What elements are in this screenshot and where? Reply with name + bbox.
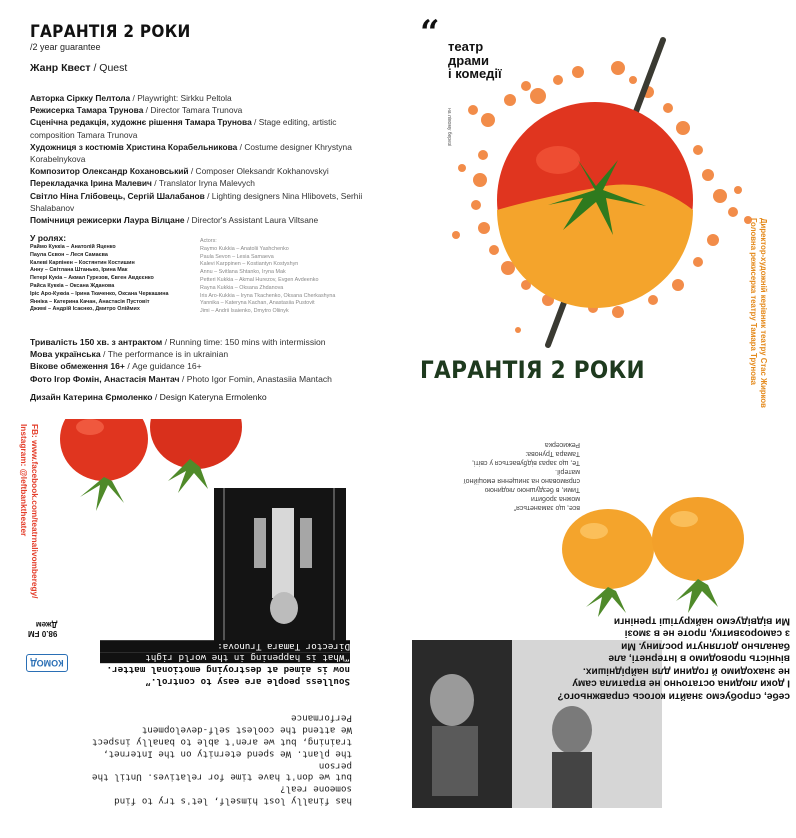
genre-en: / Quest: [90, 62, 128, 74]
credit-en: / Lighting designers Nina Hlibovets, Serhii Shalabanov: [30, 190, 363, 213]
director-line: Директор-художній керівник театру Стас Жирков: [759, 218, 768, 408]
cast-list-en: [200, 238, 380, 316]
director-line: Головна режисерка театру Тамара Трунова: [749, 218, 758, 385]
theatre-line: драми: [448, 52, 490, 68]
ua-quote-line: себе, спробуємо знайти когось справжнього?: [557, 690, 790, 702]
info-ua: Мова українська: [30, 349, 101, 360]
social-links: [18, 424, 40, 598]
design-credit: [30, 392, 267, 402]
ua-dir-line: спрямовано на знищення емоційної матерії.: [463, 468, 580, 484]
credit-ua: Художниця з костюмів Христина Корабельникова: [30, 141, 238, 152]
quote-line: Soulless people are easy to control.”: [145, 676, 350, 688]
ua-quote-line: І доки людина остаточно не втратила саму: [572, 678, 790, 689]
info-en: / Age guidance 16+: [124, 361, 202, 372]
perf-line: We attend the coolest self-development: [141, 724, 352, 736]
ua-quote-line: Ми відвідуємо найкрутіші тренінги: [613, 615, 790, 627]
ua-dir-line: можна зробити: [530, 495, 580, 502]
credit-ua: Перекладачка Ірина Малевич: [30, 178, 152, 189]
cast-item-ua: Ірiс Аро-Куккіа – Ірина Ткаченко, Оксана Черкашина: [30, 290, 169, 297]
credit-en: / Playwright: Sirkku Peltola: [130, 93, 232, 103]
kompot-logo: КОМОД: [26, 654, 68, 672]
credit-ua: Композитор Олександр Кохановський: [30, 166, 189, 177]
tomato-left: [60, 419, 148, 511]
credit-line: [30, 116, 380, 140]
quote-title: Director Tamara Trunova:: [100, 640, 350, 652]
yellow-tomato-left: [562, 509, 654, 617]
cast-item-en: Yannika – Kateryna Kachan, Anastasiia Pustovit: [200, 300, 315, 307]
design-ua: Дизайн Катерина Єрмоленко: [30, 392, 153, 402]
photo-actor-hanging: [214, 488, 346, 644]
ua-dir-line: Тими, в бездушною людиною: [484, 486, 580, 493]
ua-quote-line: з саморозвитку, проте не в змозі: [624, 628, 790, 639]
english-performance-text: [92, 712, 352, 806]
info-line: [30, 360, 390, 372]
cover-director-credits: [748, 218, 768, 408]
quote-line: “What is happening in the world right: [100, 652, 350, 664]
credit-en: / Costume designer Khrystyna Korabelnykova: [30, 141, 352, 165]
theatre-logo-text: [448, 40, 502, 81]
perf-line: Performance: [291, 712, 352, 724]
credit-line: [30, 190, 380, 214]
info-ua: Фото Ігор Фомін, Анастасія Мантач: [30, 373, 180, 384]
ua-dir-line: Режисерка: [544, 441, 580, 448]
instagram-link[interactable]: Instagram: @leftbanktheater: [19, 424, 29, 537]
ukrainian-director-quote: [440, 440, 580, 512]
ua-dir-line: Тамара Трунова:: [525, 450, 580, 457]
show-title: ГАРАНТІЯ 2 РОКИ: [30, 22, 191, 42]
credit-line: [30, 104, 380, 116]
cast-item-ua: Джимі – Андрій Ісаєнко, Дмитро Оліймих: [30, 306, 140, 313]
genre-line: [30, 62, 127, 74]
cast-list-ua: [30, 244, 202, 314]
english-director-quote: [100, 640, 350, 687]
show-subtitle: /2 year guarantee: [30, 42, 101, 52]
credit-line: [30, 214, 380, 226]
credit-line: [30, 177, 380, 189]
credit-ua: Режисерка Тамара Трунова: [30, 105, 144, 116]
info-en: / Photo Igor Fomin, Anastasiia Mantach: [179, 373, 332, 384]
ukrainian-performance-text: [410, 614, 790, 702]
info-line: [30, 373, 390, 385]
cast-item-ua: Калеві Карпінен – Костянтин Костишин: [30, 259, 135, 266]
info-line: [30, 336, 390, 348]
roles-heading: У ролях:: [30, 233, 67, 243]
cast-item-en: Jimi – Andrii Isaienko, Dmytro Oliinyk: [200, 308, 289, 315]
radio-logo: [28, 620, 57, 637]
cast-item-ua: Анну – Світлана Штанько, Ірина Мак: [30, 267, 128, 274]
performance-info: [30, 336, 390, 385]
cast-item-ua: Райса Куккіа – Оксана Жданова: [30, 282, 115, 289]
ua-dir-line: Те, що зараз відбувається у світі,: [472, 459, 580, 466]
ua-quote-line: не знаходимо й години для найрідніших.: [582, 665, 790, 677]
actors-label: Actors:: [200, 238, 217, 244]
theatre-line: і комедії: [448, 66, 502, 81]
cast-item-en: Paula Sevon – Lesia Samaeva: [200, 253, 274, 260]
photo-placeholder: [214, 488, 346, 644]
perf-line: training, but we aren't able to banally inspect: [92, 736, 352, 748]
cast-item-ua: Петері Кукіа – Акмал Гурезов, Євген Авдєєнко: [30, 275, 154, 282]
info-en: / Running time: 150 mins with intermission: [162, 337, 326, 347]
credit-ua: Світло Ніна Глібовець, Сергій Шалабанов: [30, 190, 205, 201]
ua-quote-line: вічність проводимо в Інтернеті, але: [608, 653, 790, 664]
radio-logo-line: Джем: [35, 620, 58, 630]
info-ua: Вікове обмеження 16+: [30, 361, 125, 372]
info-line: [30, 348, 390, 360]
radio-logo-line: 98.0 FM: [28, 629, 58, 638]
credits-list: [30, 92, 380, 226]
cast-item-en: Petteri Kukkia – Akmal Hurezov, Evgen Avdeenko: [200, 276, 319, 283]
cast-item-en: Annu – Svitlana Shtanko, Iryna Mak: [200, 269, 286, 276]
yellow-tomato-right: [652, 497, 744, 613]
theatre-side-text: на лівому березі: [446, 108, 452, 147]
facebook-link[interactable]: FB: www.facebook.com/teatrnalivomberegy/: [30, 424, 40, 599]
cast-item-en: Kalevi Karppinen – Kostiantyn Kostyshyn: [200, 261, 299, 268]
design-en: / Design Kateryna Ermolenko: [152, 392, 267, 402]
theatre-line: театр: [448, 39, 484, 54]
cast-item-ua: Паула Сєвон – Леся Самаєва: [30, 251, 108, 258]
quote-line: now is aimed at destroying emotional matter.: [106, 664, 350, 676]
info-ua: Тривалість 150 хв. з антрактом: [30, 337, 163, 347]
cast-item-en: Raymo Kukkia – Anatolii Yashchenko: [200, 245, 289, 252]
ua-quote-line: банально доглянути рослину. Ми: [621, 640, 790, 652]
credit-line: [30, 141, 380, 165]
cover-title: ГАРАНТІЯ 2 РОКИ: [420, 356, 645, 384]
credit-line: [30, 92, 380, 104]
perf-line: the plant. We spend eternity on the Internet,: [103, 748, 352, 760]
cast-item-en: Rayna Kukkia – Oksana Zhdanova: [200, 284, 284, 291]
credit-ua: Помічниця режисерки Лаура Вілцане: [30, 215, 185, 226]
cast-item-en: Iris Aro-Kukkia – Iryna Tkachenko, Oksana Cherkashyna: [200, 292, 336, 299]
credit-en: / Stage editing, artistic composition Tamara Trunova: [30, 117, 337, 140]
tomato-body: [497, 102, 693, 308]
credit-ua: Авторка Сіркку Пелтола: [30, 93, 131, 103]
perf-line: but we don't have time for relatives. Until the person: [92, 759, 352, 783]
credit-line: [30, 165, 380, 177]
genre-ua: Жанр Квест: [30, 62, 91, 74]
credit-en: / Composer Oleksandr Kokhanovskyi: [188, 166, 329, 177]
cast-item-ua: Янніка – Катерина Качан, Анастасія Пустовіт: [30, 298, 150, 305]
credit-en: / Director's Assistant Laura Viltsane: [184, 215, 319, 226]
credit-en: / Translator Iryna Malevych: [151, 178, 255, 189]
credit-en: / Director Tamara Trunova: [143, 105, 243, 116]
cast-item-ua: Раймо Куккіа – Анатолій Яценко: [30, 244, 116, 250]
tomato-right: [150, 419, 242, 493]
info-en: / The performance is in ukrainian: [100, 349, 229, 360]
theatre-logo-mark: “: [420, 13, 440, 53]
perf-line: has finally lost himself, let's try to find someone real?: [114, 783, 352, 807]
credit-ua: Сценічна редакція, художнє рішення Тамара Трунова: [30, 117, 252, 128]
ua-dir-line: все, що заманеться": [513, 504, 580, 511]
